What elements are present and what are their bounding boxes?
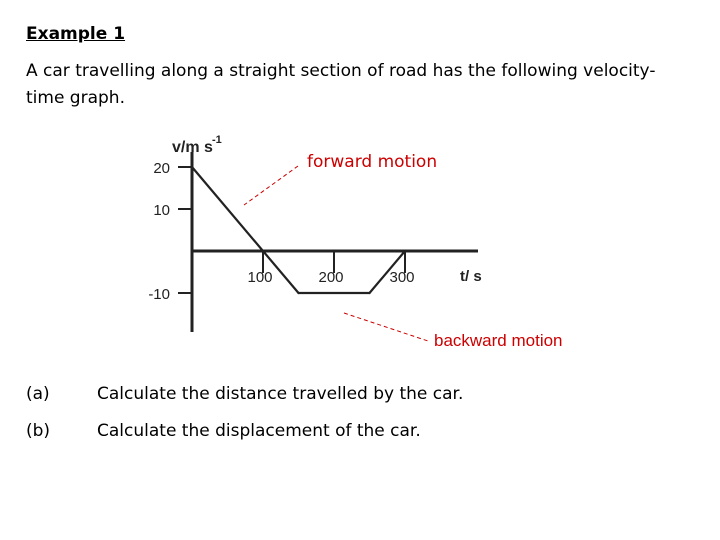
example-heading: Example 1: [26, 24, 126, 44]
x-tick-label: 200: [318, 269, 344, 286]
x-axis-label: t/ s: [460, 268, 482, 285]
backward-pointer: [344, 313, 428, 341]
velocity-segment: [192, 167, 263, 251]
y-tick-label: 20: [153, 160, 170, 177]
graph-lines: [192, 167, 405, 293]
question-text: Calculate the displacement of the car.: [97, 421, 421, 441]
y-tick-label: 10: [153, 202, 170, 219]
y-tick-label: -10: [148, 286, 170, 303]
graph-axes: [192, 152, 478, 332]
x-tick-label: 300: [389, 269, 415, 286]
forward-motion-label: forward motion: [307, 152, 438, 172]
question-text: Calculate the distance travelled by the car.: [97, 384, 464, 404]
annotation-pointers: [244, 166, 428, 341]
backward-motion-label: backward motion: [434, 331, 563, 350]
y-axis-label: v/m s: [172, 139, 213, 156]
x-tick-label: 100: [247, 269, 273, 286]
question-number: (a): [26, 384, 50, 404]
intro-text: A car travelling along a straight section of road has the following velocity-time graph.: [26, 61, 656, 108]
forward-pointer: [244, 166, 298, 205]
y-axis-unit-exponent: -1: [212, 134, 222, 146]
question-number: (b): [26, 421, 51, 441]
graph-ticks: [148, 160, 414, 303]
